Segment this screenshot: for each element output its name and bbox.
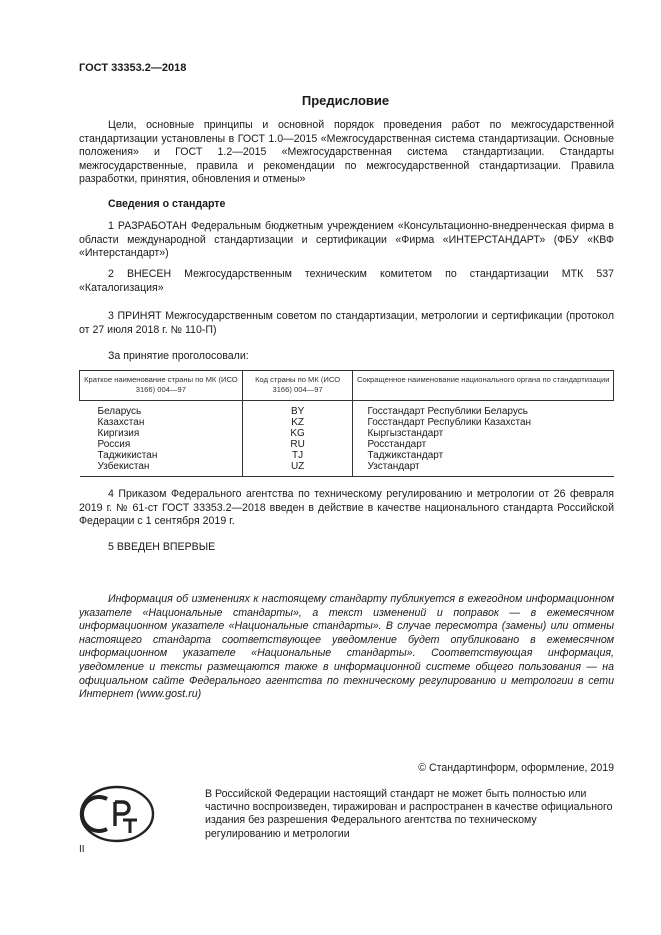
item-5-paragraph: 5 ВВЕДЕН ВПЕРВЫЕ <box>108 541 216 553</box>
table-header-country: Краткое наименование страны по МК (ИСО 3166) 004—97 <box>80 371 243 401</box>
code-cell: RU <box>242 439 353 450</box>
country-cell: Россия <box>97 439 131 450</box>
table-row <box>80 428 614 439</box>
body-cell: Госстандарт Республики Казахстан <box>353 417 614 428</box>
code-cell: KG <box>242 428 353 439</box>
page-number: II <box>79 844 85 855</box>
country-cell: Киргизия <box>97 428 140 439</box>
table-row <box>80 417 614 428</box>
code-cell: UZ <box>242 461 353 477</box>
code-cell: KZ <box>242 417 353 428</box>
country-cell: Таджикистан <box>97 450 158 461</box>
foreword-paragraph: Цели, основные принципы и основной порядок проведения работ по межгосударственной стандартизации установлены в ГОСТ 1.0—2015 «Межгосударственная система стандартизации. Основные положения» и ГОСТ 1.2—2015 «Межгосударственная система стандартизации. Стандарты межгосударственные, правила и рекомендации по межгосударственной стандартизации. Правила разработки, принятия, обновления и отмены» <box>79 119 614 186</box>
table-row <box>80 401 614 418</box>
item-3-paragraph: 3 ПРИНЯТ Межгосударственным советом по стандартизации, метрологии и сертификации (протокол от 27 июля 2018 г. № 110-П) <box>79 310 614 336</box>
item-4-paragraph: 4 Приказом Федерального агентства по техническому регулированию и метрологии от 26 февраля 2019 г. № 61-ст ГОСТ 33353.2—2018 введен в действие в качестве национального стандарта Российской Федерации с 1 сентября 2019 г. <box>79 488 614 528</box>
info-notice-italic: Информация об изменениях к настоящему стандарту публикуется в ежегодном информационном указателе «Национальные стандарты», а текст изменений и поправок — в ежемесячном информационном указателе «Национальные стандарты». В случае пересмотра (замены) или отмены настоящего стандарта соответствующее уведомление будет опубликовано в ежемесячном информационном указателе «Национальные стандарты». Соответствующая информация, уведомление и тексты размещаются также в информационной системе общего пользования — на официальном сайте Федерального агентства по техническому регулированию и метрологии в сети Интернет (www.gost.ru) <box>79 593 614 701</box>
code-cell: TJ <box>242 450 353 461</box>
item-2-paragraph: 2 ВНЕСЕН Межгосударственным техническим комитетом по стандартизации МТК 537 «Каталогизация» <box>79 268 614 294</box>
voting-table <box>79 370 614 477</box>
table-row <box>80 461 614 477</box>
body-cell: Росстандарт <box>353 439 614 450</box>
standard-id-header: ГОСТ 33353.2—2018 <box>79 62 187 74</box>
item-1-paragraph: 1 РАЗРАБОТАН Федеральным бюджетным учреждением «Консультационно-внедренческая фирма в области международной стандартизации и сертификации «Фирма «ИНТЕРСТАНДАРТ» (ФБУ «КВФ «Интерстандарт») <box>79 220 614 260</box>
gost-r-certification-mark-icon <box>79 785 155 843</box>
table-header-body: Сокращенное наименование национального органа по стандартизации <box>353 371 614 401</box>
section-heading: Сведения о стандарте <box>108 198 226 210</box>
table-header-code: Код страны по МК (ИСО 3166) 004—97 <box>242 371 353 401</box>
country-cell: Казахстан <box>97 417 145 428</box>
table-row <box>80 439 614 450</box>
table-row <box>80 450 614 461</box>
country-cell: Узбекистан <box>97 461 150 472</box>
body-cell: Кыргызстандарт <box>353 428 614 439</box>
voting-intro: За принятие проголосовали: <box>108 350 249 362</box>
body-cell: Госстандарт Республики Беларусь <box>353 401 614 418</box>
body-cell: Узстандарт <box>353 461 614 477</box>
page-title: Предисловие <box>301 93 390 108</box>
country-cell: Беларусь <box>97 406 142 417</box>
code-cell: BY <box>242 401 353 418</box>
body-cell: Таджикстандарт <box>353 450 614 461</box>
reproduction-notice: В Российской Федерации настоящий стандарт не может быть полностью или частично воспроизведен, тиражирован и распространен в качестве официального издания без разрешения Федерального агентства по техническому регулированию и метрологии <box>205 788 613 840</box>
copyright-line: © Стандартинформ, оформление, 2019 <box>418 762 614 774</box>
